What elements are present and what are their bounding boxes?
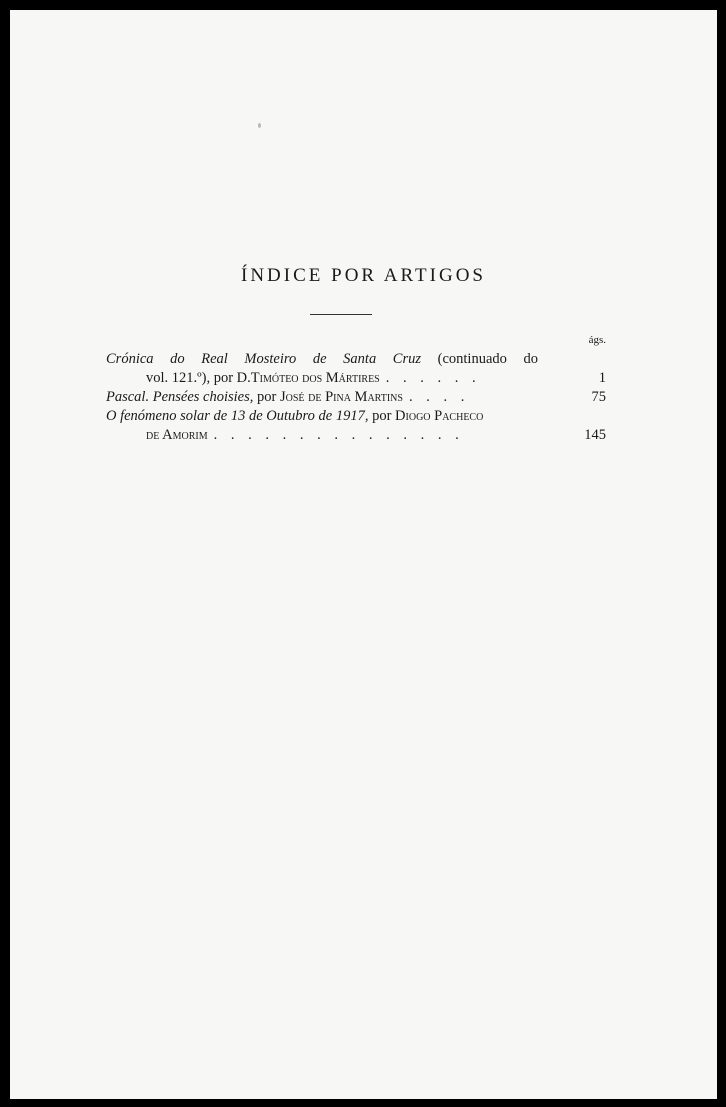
entry-1-first-line: [106, 350, 538, 369]
entry-1-author: Timóteo dos Mártires: [250, 370, 380, 386]
pages-column-header: ágs.: [588, 334, 606, 346]
entry-1-page: 1: [598, 370, 606, 386]
entry-2-page: 75: [591, 389, 606, 405]
entry-2-author: José de Pina Martins: [279, 389, 403, 405]
entry-1-continuation: vol. 121.º), por D.: [146, 370, 251, 386]
entry-1-title: Crónica do Real Mosteiro de Santa Cruz: [106, 351, 422, 367]
entry-3-author-line-1: Diogo Pacheco: [395, 408, 484, 424]
paper-speck: [258, 123, 261, 128]
entry-1-line-1: [106, 350, 606, 369]
entry-3-line-1: [106, 407, 606, 426]
entry-2-line-1: [106, 388, 606, 407]
entry-2-title: Pascal. Pensées choisies,: [106, 389, 254, 405]
entry-3-title: O fenómeno solar de 13 de Outubro de 1917,: [106, 408, 369, 424]
entry-2-leader: . . . .: [408, 389, 470, 405]
entry-1-line-2: [106, 369, 606, 388]
title-rule: [310, 314, 372, 315]
entry-3-page: 145: [584, 427, 606, 443]
entry-3-line-2: [106, 426, 606, 445]
entry-1-leader: . . . . . .: [385, 370, 481, 386]
entry-1-title-rest: (continuado do: [421, 351, 538, 367]
entry-3-connector: por: [368, 408, 396, 424]
entry-3-leader: . . . . . . . . . . . . . . .: [213, 427, 464, 443]
entry-3-author-line-2: de Amorim: [146, 427, 208, 443]
page-title: ÍNDICE POR ARTIGOS: [241, 265, 486, 286]
entry-2-connector: por: [253, 389, 280, 405]
index-entries: [106, 350, 606, 445]
book-page: [10, 10, 717, 1099]
